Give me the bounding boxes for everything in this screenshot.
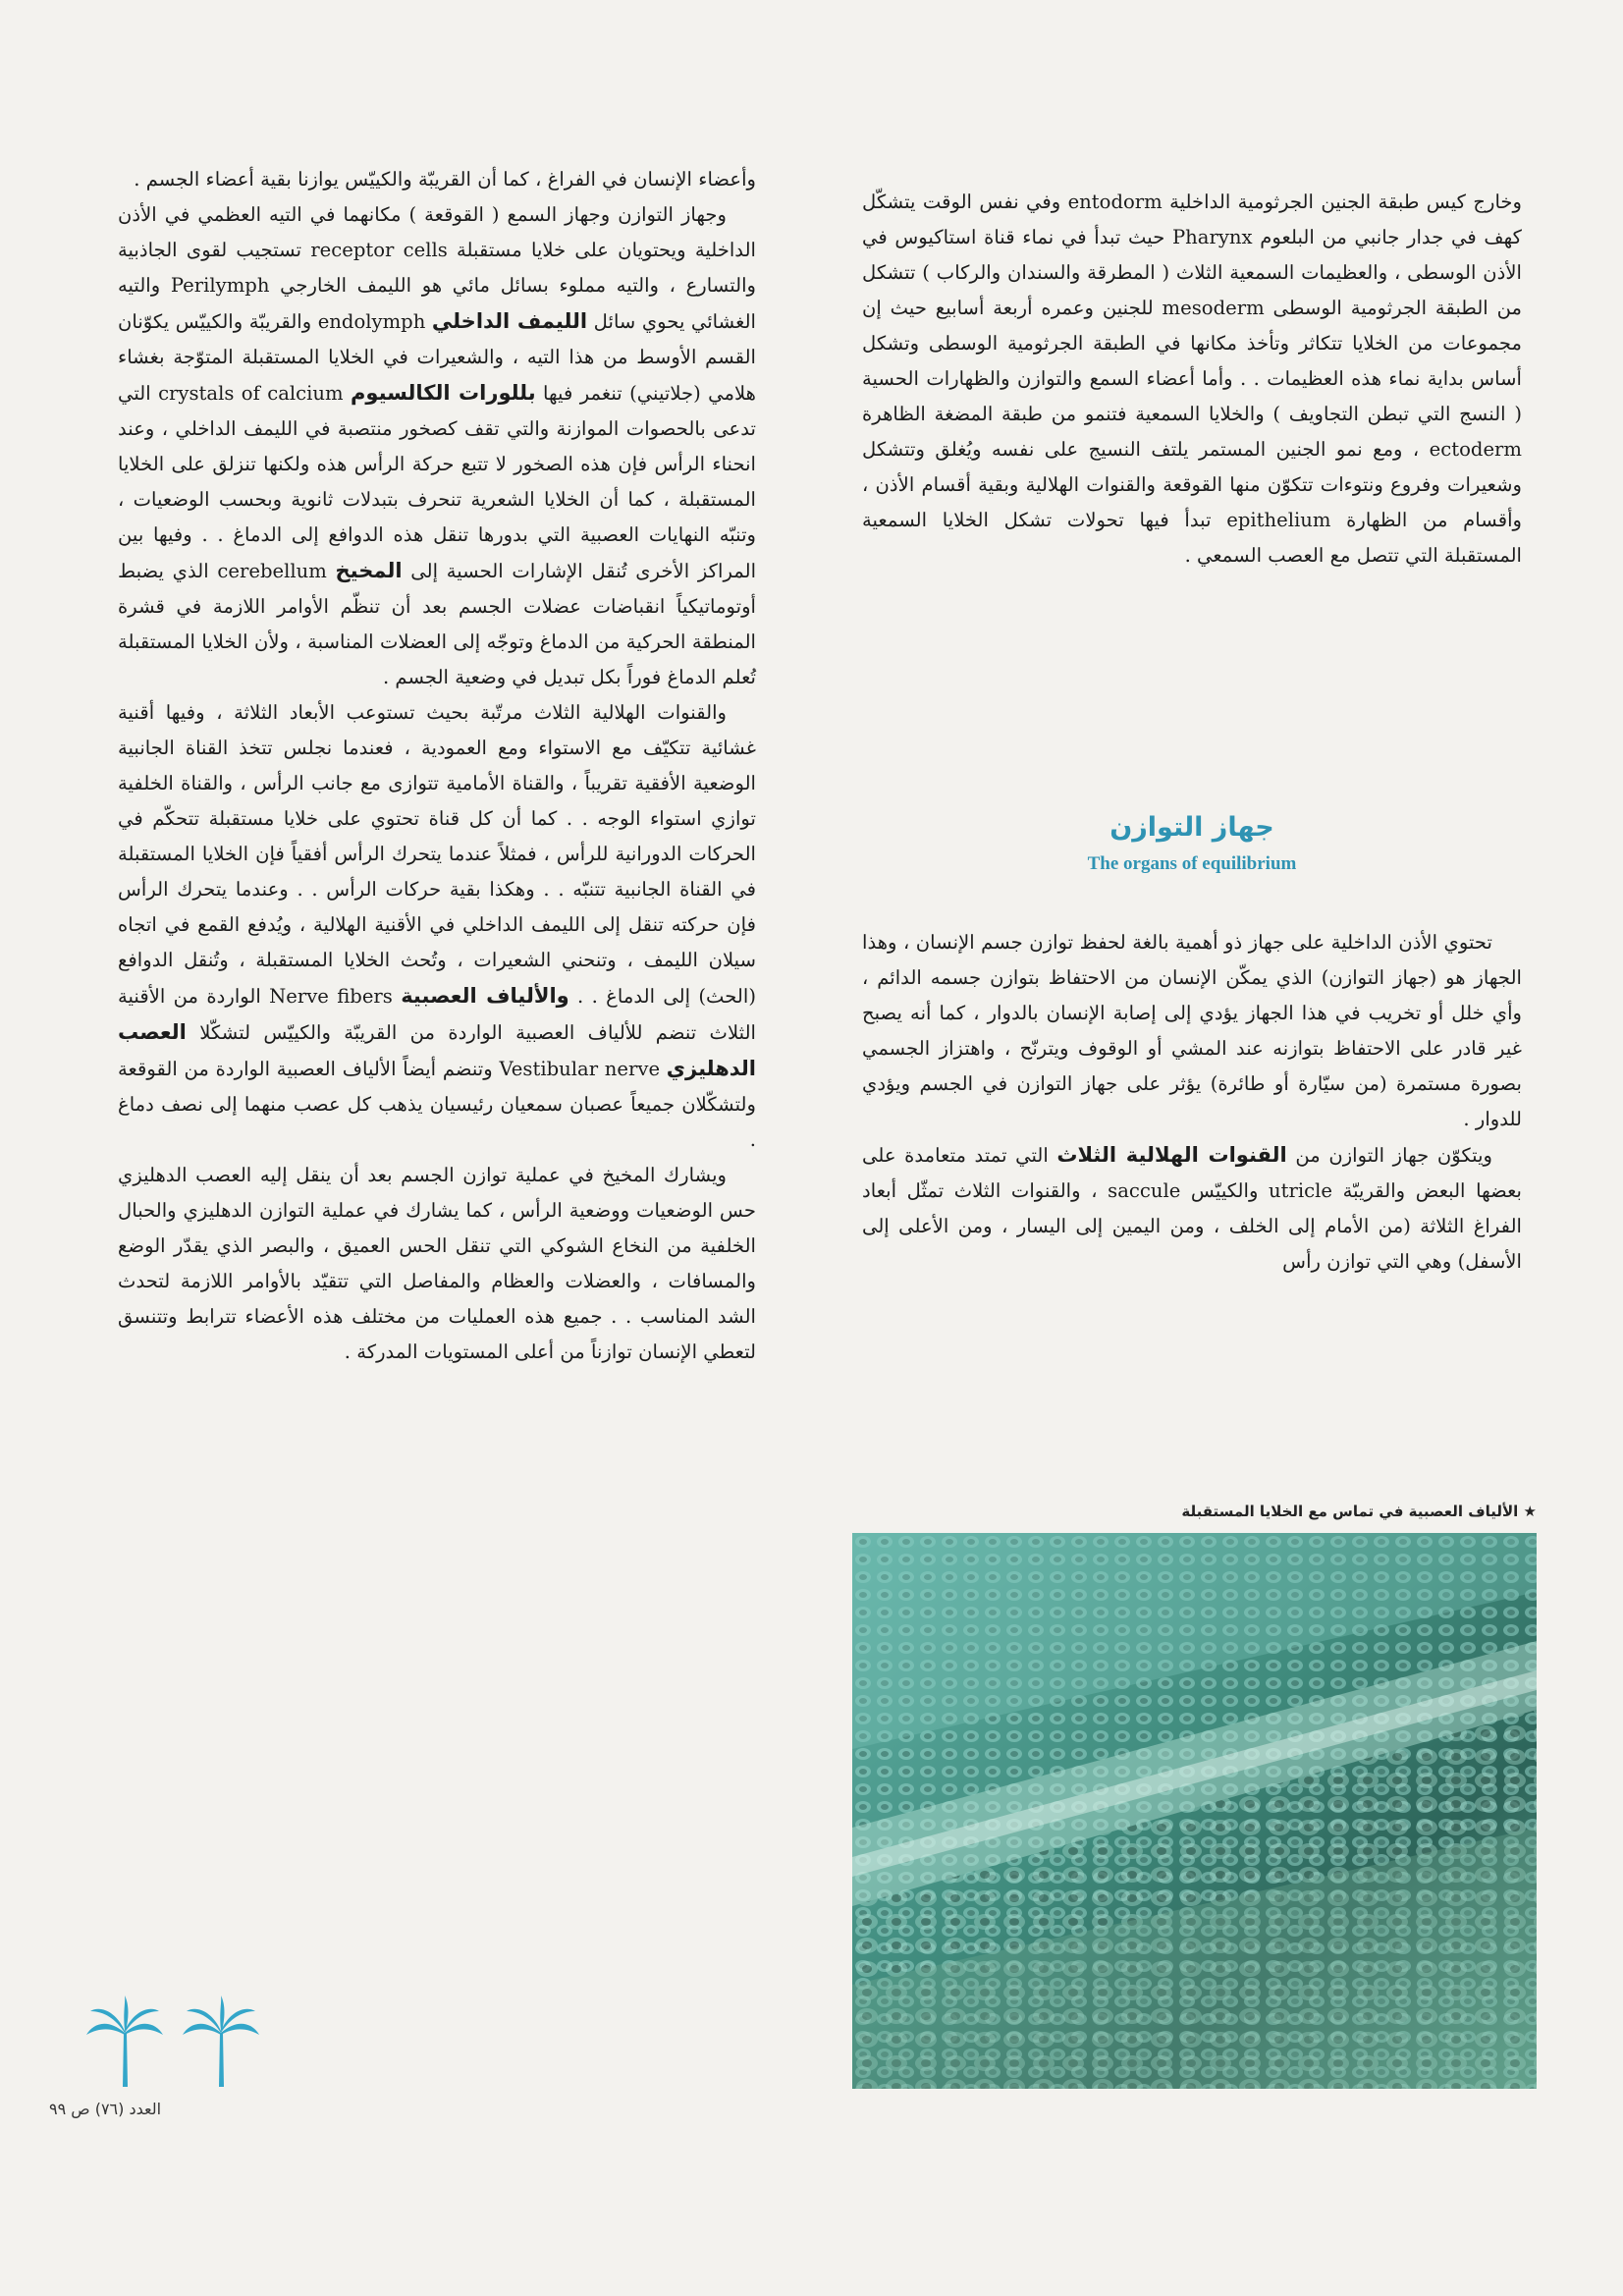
paragraph: ويتكوّن جهاز التوازن من القنوات الهلالية الثلاث التي تمتد متعامدة على بعضها البعض والقريبّة utricle والكييّس saccule ، والقنوات الثلاث تمثّل أبعاد الفراغ الثلاثة (من الأمام إلى الخلف ، ومن اليمين إلى اليسار ، ومن الأعلى إلى الأسفل) وهي التي توازن رأس: [862, 1143, 1522, 1273]
section-title-english: The organs of equilibrium: [1087, 853, 1297, 874]
keyword: الليمف الداخلي: [431, 309, 588, 333]
figure-caption: ★ الألياف العصبية في تماس مع الخلايا المستقبلة: [1181, 1503, 1537, 1520]
paragraph: ويشارك المخيخ في عملية توازن الجسم بعد أن ينقل إليه العصب الدهليزي حس الوضعيات ووضعية الرأس ، كما يشارك في عملية التوازن الدهليزي والحبال الخلفية من النخاع الشوكي التي تنقل الحس العميق ، والبصر الذي يقدّر الوضع والمسافات ، والعضلات والعظام والمفاصل التي تتقيّد بالأوامر اللازمة لتحدث الشد المناسب . . جميع هذه العمليات من مختلف هذه الأعضاء تترابط وتتنسق لتعطي الإنسان توازناً من أعلى المستويات المدركة .: [118, 1164, 756, 1363]
micrograph-image: [852, 1533, 1537, 2089]
right-column-text-2: [862, 925, 1522, 1280]
paragraph: والقنوات الهلالية الثلاث مرتّبة بحيث تستوعب الأبعاد الثلاثة ، وفيها أقنية غشائية تتكيّف مع الاستواء ومع العمودية ، فعندما نجلس تتخذ القناة الجانبية الوضعية الأفقية تقريباً ، والقناة الأمامية تتوازى مع جانب الرأس ، والقناة الخلفية توازي استواء الوجه . . كما أن كل قناة تحتوي على خلايا مستقبلة تتحكّم في الحركات الدورانية للرأس ، فمثلاً عندما يتحرك الرأس أفقياً فإن الخلايا المستقبلة في القناة الجانبية تتنبّه . . وهكذا بقية حركات الرأس . . وعندما يتحرك الرأس فإن حركته تنقل إلى الليمف الداخلي في الأقنية الهلالية ، ويُدفع القمع في اتجاه سيلان الليمف ، وتنحني الشعيرات ، وتُحث الخلايا المستقبلة ، وتُنقل الدوافع (الحث) إلى الدماغ . . والألياف العصبية Nerve fibers الواردة من الأقنية الثلاث تنضم للألياف العصبية الواردة من القريبّة والكييّس لتشكّلا العصب الدهليزي Vestibular nerve وتنضم أيضاً الألياف العصبية الواردة من القوقعة ولتشكّلان جميعاً عصبان سمعيان رئيسيان يذهب كل عصب منهما إلى نصف دماغ .: [118, 701, 757, 1151]
left-column-text: [118, 162, 756, 1370]
paragraph: وجهاز التوازن وجهاز السمع ( القوقعة ) مكانهما في التيه العظمي في الأذن الداخلية ويحتويان على خلايا مستقبلة receptor cells تستجيب لقوى الجاذبية والتسارع ، والتيه مملوء بسائل مائي هو الليمف الخارجي Perilymph والتيه الغشائي يحوي سائل الليمف الداخلي endolymph والقريبّة والكييّس يكوّنان القسم الأوسط من هذا التيه ، والشعيرات في الخلايا المستقبلة المتوّجة بغشاء هلامي (جلاتيني) تنغمر فيها بللورات الكالسيوم crystals of calcium التي تدعى بالحصوات الموازنة والتي تقف كصخور منتصبة في الليمف الداخلي ، وعند انحناء الرأس فإن هذه الصخور لا تتبع حركة الرأس هذه ولكنها تنزلق على الخلايا المستقبلة ، كما أن الخلايا الشعرية تنحرف بتبدلات ثانوية وبحسب الوضعيات ، وتنبّه النهايات العصبية التي بدورها تنقل هذه الدوافع إلى الدماغ . . وفيها بين المراكز الأخرى تُنقل الإشارات الحسية إلى المخيخ cerebellum الذي يضبط أوتوماتيكياً انقباضات عضلات الجسم بعد أن تنظّم الأوامر اللازمة في قشرة المنطقة الحركية من الدماغ وتوجّه إلى العضلات المناسبة ، ولأن الخلايا المستقبلة تُعلم الدماغ فوراً بكل تبديل في وضعية الجسم .: [118, 203, 757, 688]
page-footer: العدد (٧٦) ص ٩٩: [49, 2100, 162, 2118]
paragraph: تحتوي الأذن الداخلية على جهاز ذو أهمية بالغة لحفظ توازن جسم الإنسان ، وهذا الجهاز هو (جهاز التوازن) الذي يمكّن الإنسان من الاحتفاظ بتوازن جسمه الدائم ، وأي خلل أو تخريب في هذا الجهاز يؤدي إلى إصابة الإنسان بالدوار ، كما أنه يصبح غير قادر على الاحتفاظ بتوازنه عند المشي أو الوقوف ويترنّح ، واهتزاز الجسمي بصورة مستمرة (من سيّارة أو طائرة) يؤثر على جهاز التوازن في الجسم ويؤدي للدوار .: [862, 931, 1522, 1130]
keyword: والألياف العصبية: [401, 984, 569, 1008]
paragraph: وخارج كيس طبقة الجنين الجرثومية الداخلية entodorm وفي نفس الوقت يتشكّل كهف في جدار جانبي من البلعوم Pharynx حيث تبدأ في نماء قناة استاكيوس في الأذن الوسطى ، والعظيمات السمعية الثلاث ( المطرقة والسندان والركاب ) تتشكل من الطبقة الجرثومية الوسطى mesoderm للجنين وعمره أربعة أسابيع حيث إن مجموعات من الخلايا تتكاثر وتأخذ مكانها في الطبقة الجرثومية الوسطى وتشكل أساس بداية نماء هذه العظيمات . . وأما أعضاء السمع والتوازن والظهارات الحسية ( النسج التي تبطن التجاويف ) والخلايا السمعية فتنمو من طبقة المضغة الظاهرة ectoderm ، ومع نمو الجنين المستمر يلتف النسيج على نفسه ويُغلق وتتشكل وشعيرات وفروع ونتوءات تتكوّن منها القوقعة والقنوات الهلالية وبقية أقسام الأذن ، وأقسام من الظهارة epithelium تبدأ فيها تحولات تشكل الخلايا السمعية المستقبلة التي تتصل مع العصب السمعي .: [862, 191, 1523, 567]
keyword: بللورات الكالسيوم: [351, 381, 536, 405]
palm-logo-icon: [79, 1994, 275, 2092]
section-heading: [862, 808, 1522, 881]
keyword: المخيخ: [335, 559, 403, 582]
right-column-text: [862, 185, 1522, 574]
keyword: القنوات الهلالية الثلاث: [1056, 1143, 1287, 1167]
keyword: العصب الدهليزي: [118, 1020, 757, 1080]
paragraph: وأعضاء الإنسان في الفراغ ، كما أن القريبّة والكييّس يوازنا بقية أعضاء الجسم .: [134, 168, 756, 191]
section-title-arabic: جهاز التوازن: [1109, 812, 1274, 843]
